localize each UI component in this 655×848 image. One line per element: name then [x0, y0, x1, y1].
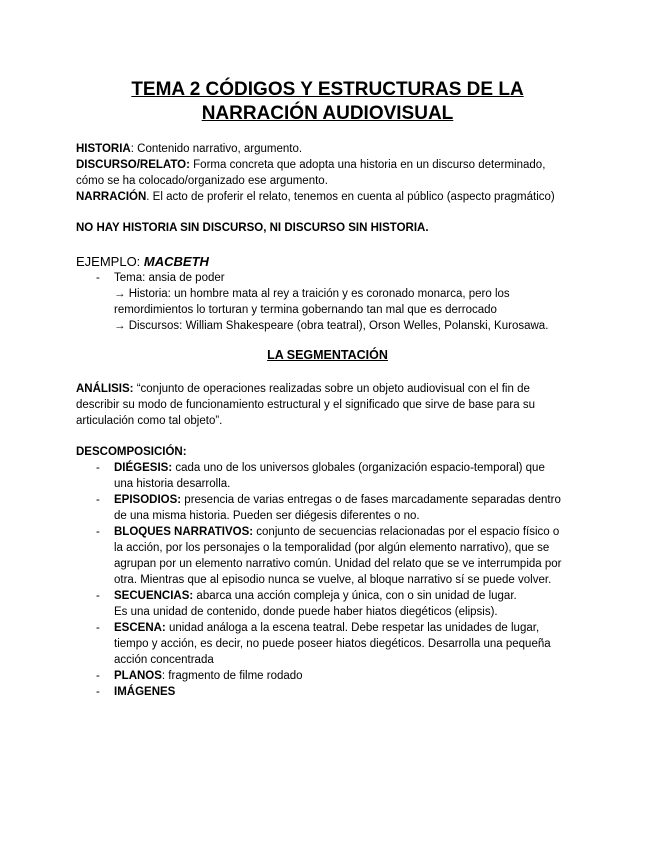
episodios-term: EPISODIOS:: [114, 494, 182, 506]
historia-definition: [76, 141, 596, 157]
bloques-text-3: agrupan por un elemento narrativo común. Unidad del relato que se ve interrumpida por: [114, 558, 562, 570]
list-item-escena: [76, 620, 606, 668]
bloques-term: BLOQUES NARRATIVOS:: [114, 526, 254, 538]
list-dash: -: [96, 622, 100, 634]
example-label: EJEMPLO:: [76, 254, 144, 269]
example-item: [76, 270, 606, 334]
example-tema: Tema: ansia de poder: [114, 272, 225, 284]
title-line-2: NARRACIÓN AUDIOVISUAL: [201, 103, 454, 124]
secuencias-text-1: abarca una acción compleja y única, con o sin unidad de lugar.: [193, 590, 517, 602]
key-statement: NO HAY HISTORIA SIN DISCURSO, NI DISCURSO SIN HISTORIA.: [76, 222, 429, 234]
episodios-text-2: de una misma historia. Pueden ser diégesis diferentes o no.: [114, 510, 420, 522]
list-item-bloques: [76, 524, 606, 588]
example-heading: [76, 253, 209, 270]
discurso-text-1: Forma concreta que adopta una historia en un discurso determinado,: [189, 159, 546, 171]
list-dash: -: [96, 686, 100, 698]
narracion-text: . El acto de proferir el relato, tenemos en cuenta al público (aspecto pragmático): [146, 191, 555, 203]
list-dash: -: [96, 494, 100, 506]
example-list: [76, 270, 606, 334]
list-item-diegesis: [76, 460, 606, 492]
imagenes-term: IMÁGENES: [114, 686, 176, 698]
descomposicion-heading: DESCOMPOSICIÓN:: [76, 446, 187, 458]
episodios-text-1: presencia de varias entregas o de fases marcadamente separadas dentro: [181, 494, 561, 506]
historia-text: : Contenido narrativo, argumento.: [130, 143, 303, 155]
list-dash: -: [96, 590, 100, 602]
analisis-term: ANÁLISIS:: [76, 383, 134, 395]
analisis-text-1: “conjunto de operaciones realizadas sobre un objeto audiovisual con el fin de: [133, 383, 530, 395]
analisis-line-3: articulación como tal objeto”.: [76, 415, 223, 427]
secuencias-term: SECUENCIAS:: [114, 590, 194, 602]
analisis-line-1: [76, 381, 596, 397]
escena-text-2: tiempo y acción, es decir, no puede poseer hiatos diegéticos. Desarrolla una pequeña: [114, 638, 551, 650]
bloques-text-2: la acción, por los personajes o la temporalidad (por algún elemento narrativo), que se: [114, 542, 550, 554]
title-line-1: TEMA 2 CÓDIGOS Y ESTRUCTURAS DE LA: [131, 79, 524, 100]
secuencias-text-2: Es una unidad de contenido, donde puede haber hiatos diegéticos (elipsis).: [114, 606, 498, 618]
planos-text: : fragmento de filme rodado: [161, 670, 303, 682]
discurso-definition: [76, 157, 596, 173]
narracion-term: NARRACIÓN: [76, 191, 147, 203]
list-item-imagenes: [76, 684, 606, 700]
planos-term: PLANOS: [114, 670, 162, 682]
analisis-block: [76, 381, 596, 429]
list-item-planos: [76, 668, 606, 684]
list-dash: -: [96, 670, 100, 682]
list-dash: -: [96, 272, 100, 284]
example-historia-2: remordimientos lo torturan y termina gobernando tan mal que es derrocado: [114, 304, 497, 316]
list-dash: -: [96, 462, 100, 474]
descomposicion-list: [76, 460, 606, 700]
diegesis-text-2: una historia desarrolla.: [114, 478, 231, 490]
discurso-text-2: cómo se ha colocado/organizado ese argumento.: [76, 175, 328, 187]
segmentacion-heading: LA SEGMENTACIÓN: [267, 348, 388, 362]
document-title: [0, 78, 655, 126]
escena-term: ESCENA:: [114, 622, 166, 634]
analisis-line-2: describir su modo de funcionamiento estructural y el significado que sirve de base para su: [76, 399, 535, 411]
escena-text-3: acción concentrada: [114, 654, 214, 666]
historia-term: HISTORIA: [76, 143, 131, 155]
list-item-secuencias: [76, 588, 606, 620]
discurso-term: DISCURSO/RELATO:: [76, 159, 190, 171]
example-discursos: → Discursos: William Shakespeare (obra teatral), Orson Welles, Polanski, Kurosawa.: [114, 320, 549, 332]
escena-text-1: unidad análoga a la escena teatral. Debe respetar las unidades de lugar,: [165, 622, 540, 634]
list-dash: -: [96, 526, 100, 538]
diegesis-text-1: cada uno de los universos globales (organización espacio-temporal) que: [172, 462, 545, 474]
definitions-block: [76, 141, 596, 205]
example-historia-1: → Historia: un hombre mata al rey a traición y es coronado monarca, pero los: [114, 288, 510, 300]
list-item-episodios: [76, 492, 606, 524]
narracion-definition: [76, 189, 596, 205]
example-work: MACBETH: [143, 254, 209, 269]
bloques-text-4: otra. Mientras que al episodio nunca se vuelve, al bloque narrativo sí se puede volver.: [114, 574, 552, 586]
bloques-text-1: conjunto de secuencias relacionadas por el espacio físico o: [253, 526, 560, 538]
diegesis-term: DIÉGESIS:: [114, 462, 173, 474]
